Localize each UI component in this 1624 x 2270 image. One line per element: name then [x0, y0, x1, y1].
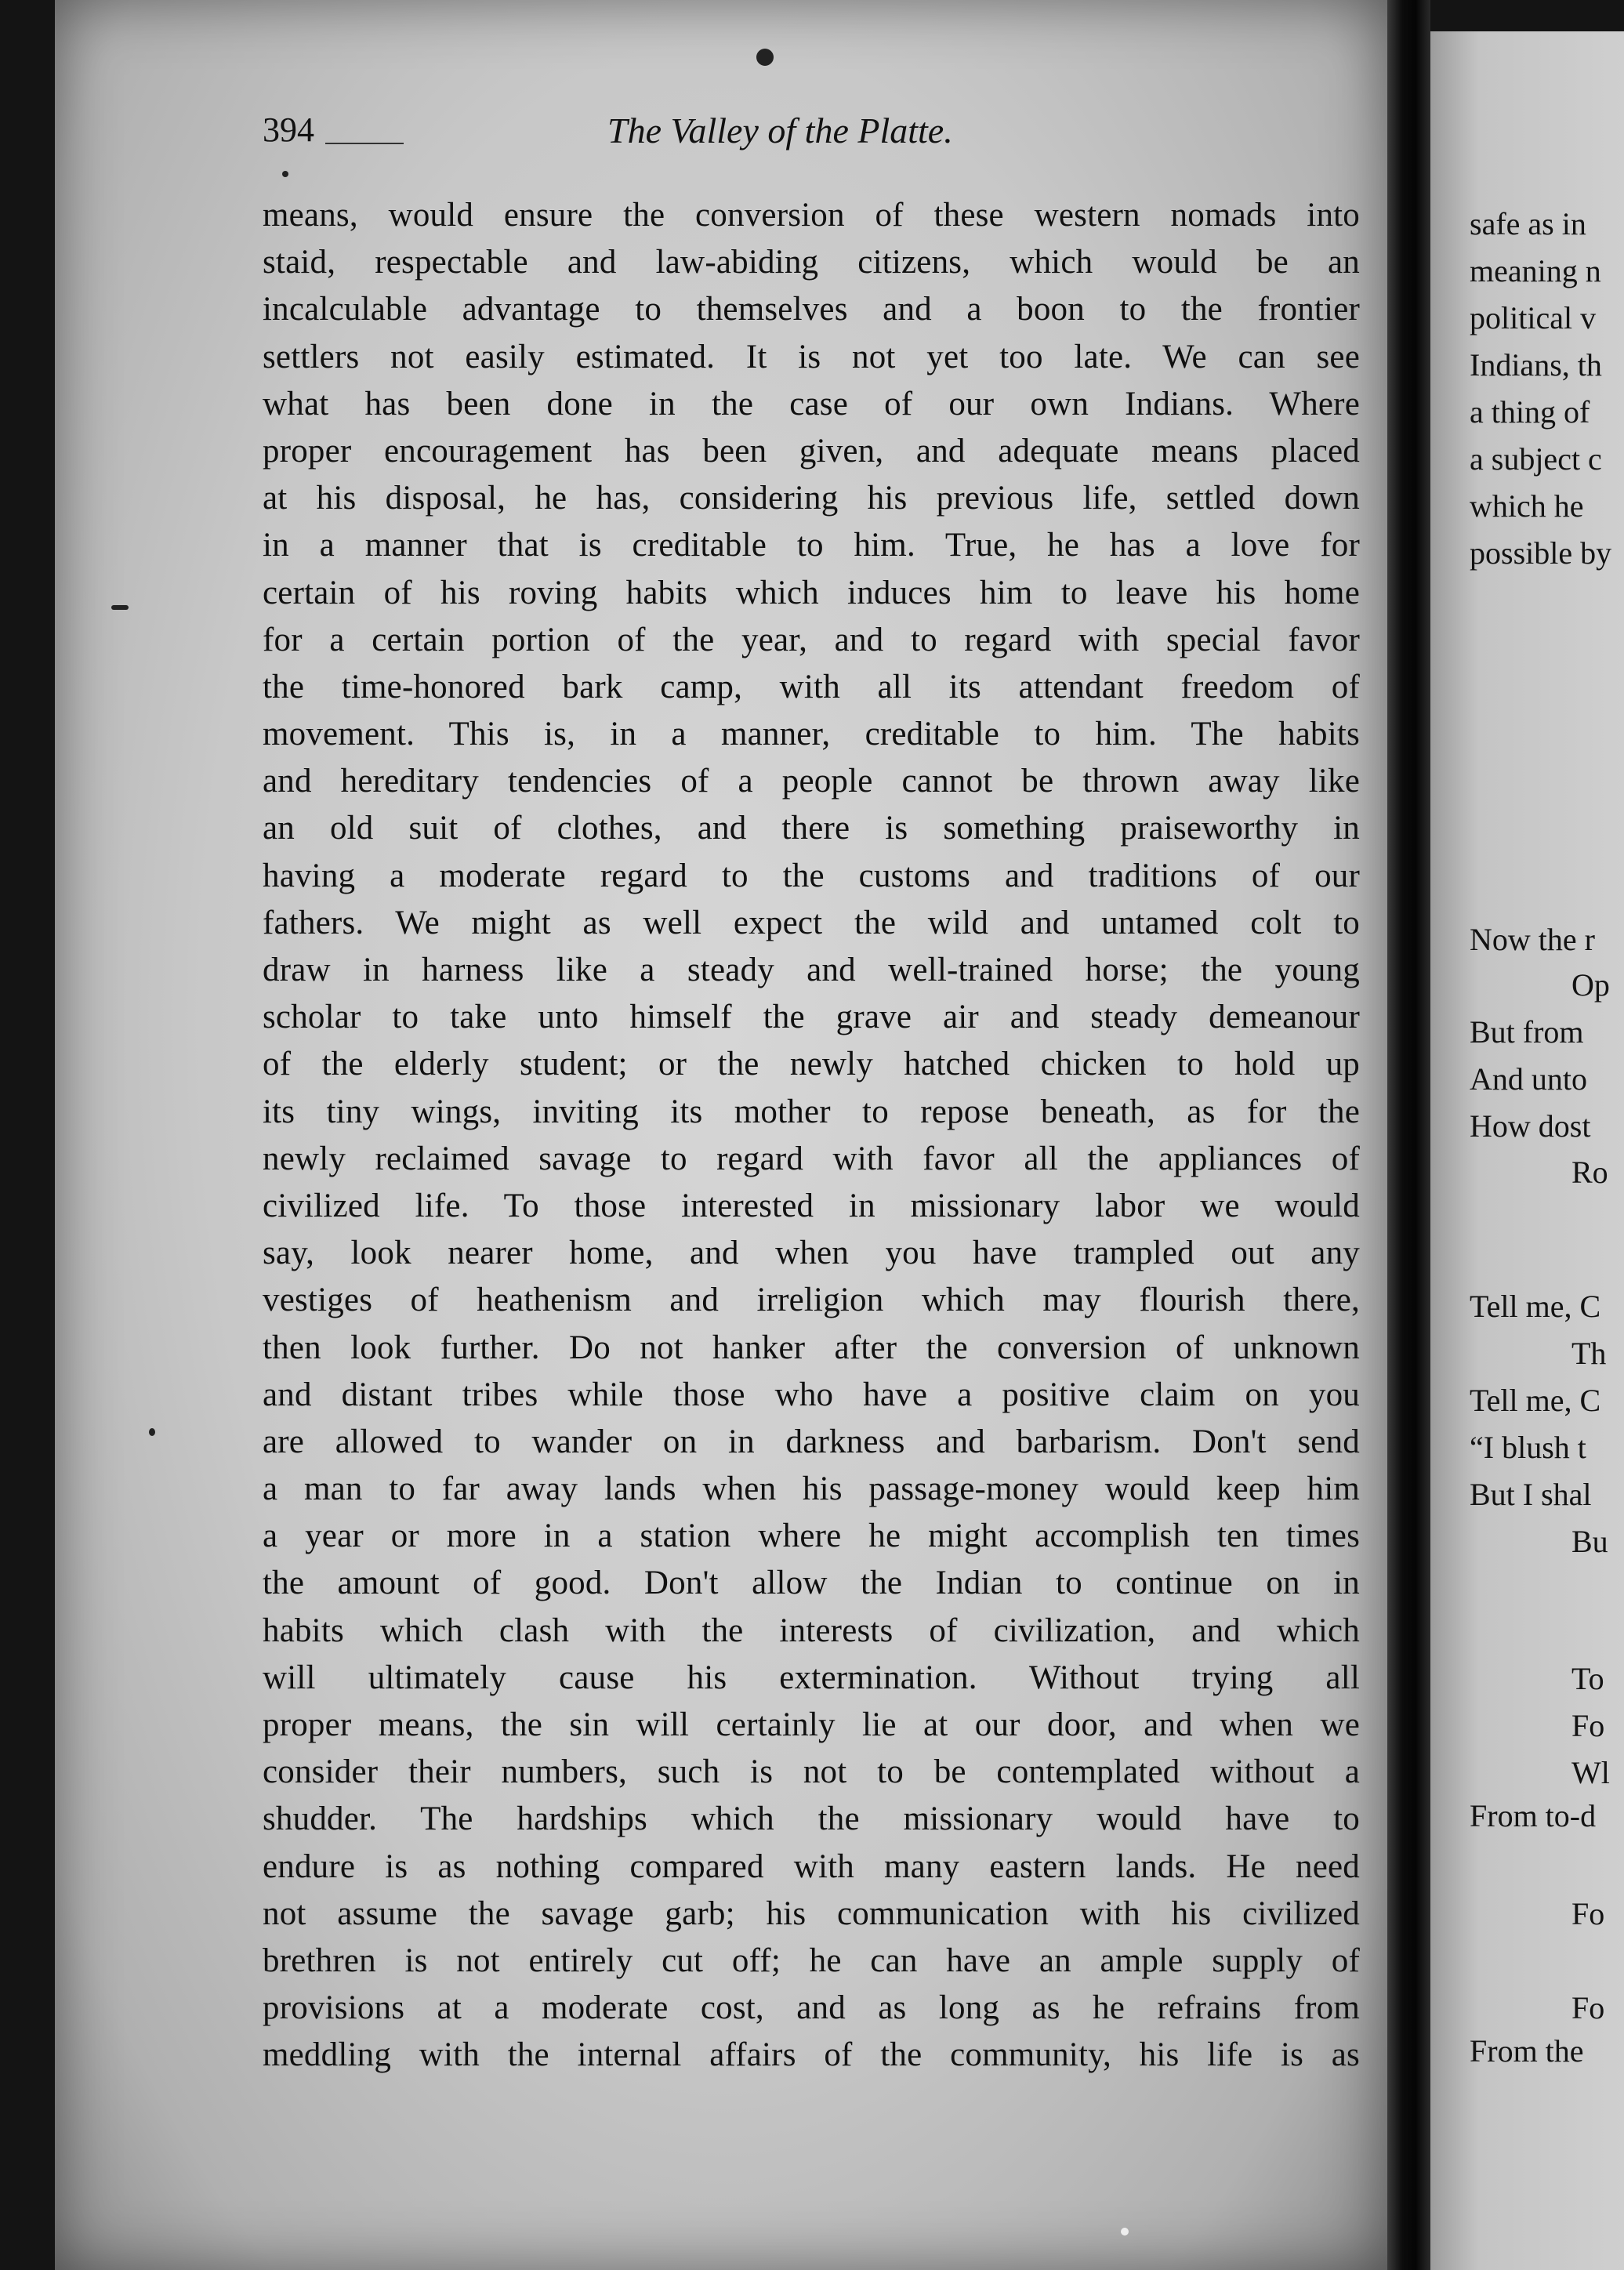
text-line: at his disposal, he has, considering his previous life, settled down [263, 480, 1360, 517]
facing-line: From to-d [1470, 1798, 1597, 1833]
text-line: of the elderly student; or the newly hatched chicken to hold up [263, 1046, 1360, 1083]
facing-line: Wl [1571, 1755, 1610, 1790]
book-gutter [1387, 0, 1430, 2270]
text-line: brethren is not entirely cut off; he can have an ample supply of [263, 1942, 1360, 1979]
facing-line: Indians, th [1470, 347, 1602, 383]
text-line: endure is as nothing compared with many eastern lands. He need [263, 1848, 1360, 1885]
text-line: proper encouragement has been given, and adequate means placed [263, 432, 1360, 470]
facing-line: Tell me, C [1470, 1383, 1601, 1418]
facing-line: Th [1571, 1336, 1607, 1371]
text-line: fathers. We might as well expect the wild and untamed colt to [263, 904, 1360, 941]
facing-line: possible by [1470, 535, 1612, 571]
facing-line: Fo [1571, 1708, 1605, 1743]
page-number: 394 [263, 111, 314, 149]
text-line: means, would ensure the conversion of these western nomads into [263, 197, 1360, 234]
text-line: shudder. The hardships which the missionary would have to [263, 1800, 1360, 1838]
text-line: proper means, the sin will certainly lie at our door, and when we [263, 1706, 1360, 1743]
scan-speck [1121, 2228, 1129, 2236]
text-line: habits which clash with the interests of civilization, and which [263, 1612, 1360, 1649]
text-line: certain of his roving habits which induces him to leave his home [263, 574, 1360, 611]
scan-speck [149, 1428, 155, 1436]
text-line: movement. This is, in a manner, creditable to him. The habits [263, 716, 1360, 753]
facing-line: To [1571, 1661, 1604, 1696]
facing-line: Ro [1571, 1155, 1608, 1190]
text-line: a man to far away lands when his passage-money would keep him [263, 1470, 1360, 1508]
facing-line: a subject c [1470, 441, 1602, 477]
facing-line: Bu [1571, 1524, 1608, 1559]
text-line: and distant tribes while those who have a positive claim on you [263, 1376, 1360, 1413]
text-line: provisions at a moderate cost, and as long as he refrains from [263, 1989, 1360, 2027]
scan-speck [756, 49, 774, 66]
text-line: will ultimately cause his extermination. Without trying all [263, 1659, 1360, 1696]
facing-line: But I shal [1470, 1477, 1592, 1512]
facing-line: safe as in [1470, 206, 1586, 241]
text-line: an old suit of clothes, and there is something praiseworthy in [263, 810, 1360, 847]
text-line: are allowed to wander on in darkness and barbarism. Don't send [263, 1423, 1360, 1460]
text-line: not assume the savage garb; his communication with his civilized [263, 1895, 1360, 1932]
text-line: consider their numbers, such is not to be contemplated without a [263, 1753, 1360, 1791]
text-line: draw in harness like a steady and well-trained horse; the young [263, 952, 1360, 988]
running-title: The Valley of the Platte. [607, 111, 953, 150]
text-line: the amount of good. Don't allow the Indian to continue on in [263, 1565, 1360, 1602]
text-line: vestiges of heathenism and irreligion which may flourish there, [263, 1282, 1360, 1319]
facing-line: But from [1470, 1014, 1584, 1050]
facing-line: Op [1571, 967, 1610, 1003]
text-line: in a manner that is creditable to him. True, he has a love for [263, 527, 1360, 564]
text-line: the time-honored bark camp, with all its attendant freedom of [263, 668, 1360, 705]
text-line: civilized life. To those interested in missionary labor we would [263, 1187, 1360, 1224]
facing-line: Tell me, C [1470, 1289, 1601, 1324]
facing-line: political v [1470, 300, 1597, 335]
text-line: settlers not easily estimated. It is not yet too late. We can see [263, 338, 1360, 375]
facing-line: And unto [1470, 1061, 1587, 1097]
page-header [263, 102, 1360, 157]
text-line: what has been done in the case of our own Indians. Where [263, 385, 1360, 422]
facing-line: From the [1470, 2033, 1584, 2069]
facing-line: meaning n [1470, 253, 1601, 288]
text-line: its tiny wings, inviting its mother to repose beneath, as for the [263, 1093, 1360, 1130]
text-line: for a certain portion of the year, and to regard with special favor [263, 621, 1360, 658]
facing-line: Fo [1571, 1896, 1605, 1931]
text-line: newly reclaimed savage to regard with favor all the appliances of [263, 1140, 1360, 1177]
text-line: scholar to take unto himself the grave air and steady demeanour [263, 999, 1360, 1036]
facing-line: “I blush t [1470, 1430, 1586, 1465]
facing-line: How dost [1470, 1108, 1591, 1144]
text-line: and hereditary tendencies of a people cannot be thrown away like [263, 763, 1360, 800]
facing-line: Fo [1571, 1990, 1605, 2025]
facing-line: a thing of [1470, 394, 1590, 430]
text-line: say, look nearer home, and when you have trampled out any [263, 1235, 1360, 1272]
facing-line: which he [1470, 488, 1584, 524]
facing-line: Now the r [1470, 922, 1595, 957]
header-rule [325, 143, 404, 144]
text-line: incalculable advantage to themselves and a boon to the frontier [263, 291, 1360, 328]
text-line: a year or more in a station where he might accomplish ten times [263, 1518, 1360, 1555]
text-line: staid, respectable and law-abiding citizens, which would be an [263, 244, 1360, 281]
body-text [263, 192, 1360, 2080]
text-line: having a moderate regard to the customs and traditions of our [263, 857, 1360, 894]
text-line: meddling with the internal affairs of the community, his life is as [263, 2036, 1360, 2074]
scan-speck [282, 171, 288, 177]
text-line: then look further. Do not hanker after the conversion of unknown [263, 1329, 1360, 1366]
scan-speck [111, 605, 129, 610]
